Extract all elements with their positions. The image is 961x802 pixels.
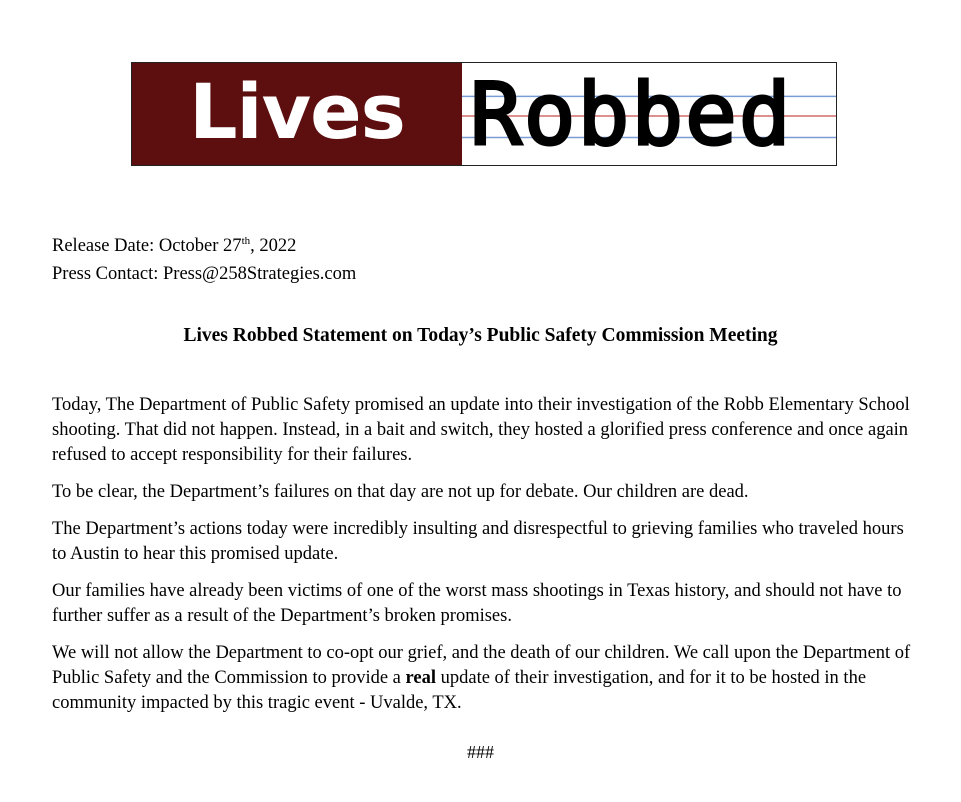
press-contact: Press Contact: Press@258Strategies.com [52, 264, 357, 284]
statement-headline: Lives Robbed Statement on Today’s Public Safety Commission Meeting [183, 325, 778, 346]
logo-handwritten-panel [462, 63, 836, 165]
release-date-month-day: October 27 [158, 236, 242, 256]
paragraph-3: The Department’s actions today were incredibly insulting and disrespectful to grieving families who traveled hours to Austin to hear this promised update. [52, 519, 904, 564]
paragraph-5-bold: real [405, 668, 436, 688]
release-date [52, 232, 356, 260]
paragraph-4: Our families have already been victims of one of the worst mass shootings in Texas history, and should not have to further suffer as a result of the Department’s broken promises. [52, 581, 902, 626]
release-meta [52, 232, 356, 288]
release-date-label: Release Date: [52, 236, 159, 256]
paragraph-5 [52, 641, 922, 716]
logo-maroon-panel [132, 63, 462, 165]
paragraph-1: Today, The Department of Public Safety promised an update into their investigation of the Robb Elementary School shooting. That did not happen. Instead, in a bait and switch, they hosted a glorified press conference and once again refused to accept responsibility for their failures. [52, 395, 910, 465]
logo-lives-text: Lives [189, 67, 405, 156]
paragraph-5-start: We will not allow the Department to co-opt our grief, and the death of our children. We call upon the Department of Public Safety and the Commission to provide a [52, 643, 911, 688]
release-date-year: , 2022 [250, 236, 297, 256]
release-date-suffix: th [241, 234, 251, 247]
paragraph-5-end: update of their investigation, and for it to be hosted in the community impacted by this tragic event - Uvalde, TX. [52, 668, 867, 713]
lives-robbed-logo [131, 62, 837, 166]
logo-robbed-text: Robbed [470, 65, 793, 165]
end-of-release-mark: ### [467, 742, 494, 762]
paragraph-2: To be clear, the Department’s failures on that day are not up for debate. Our children are dead. [52, 482, 749, 502]
statement-body [52, 393, 922, 728]
